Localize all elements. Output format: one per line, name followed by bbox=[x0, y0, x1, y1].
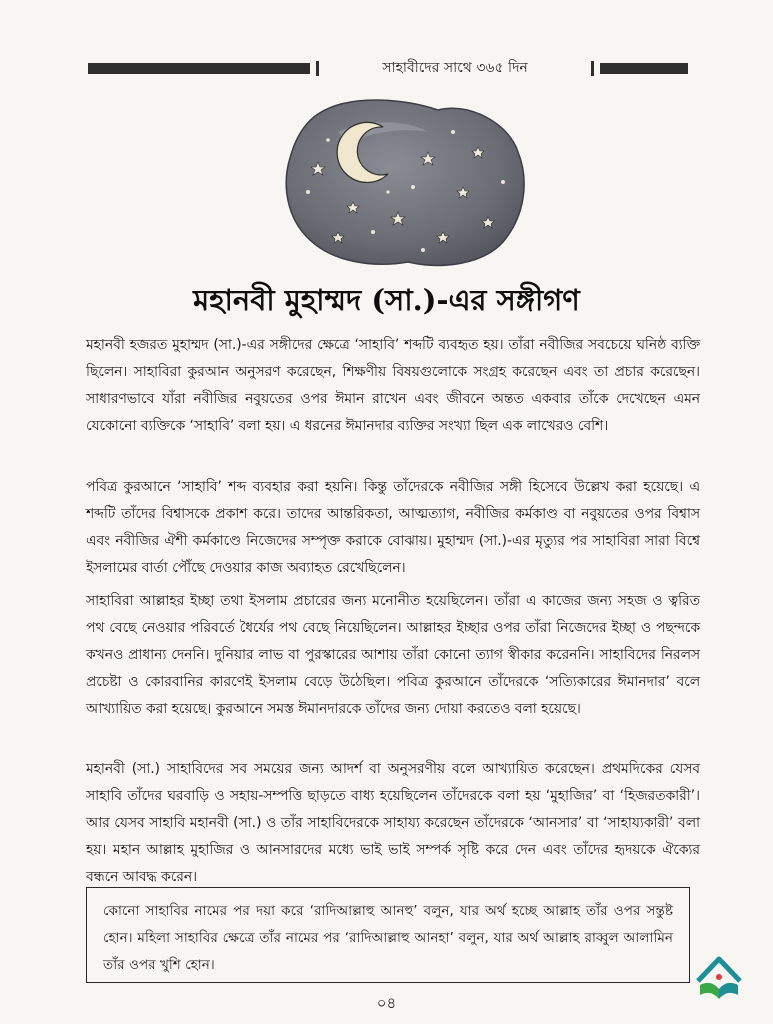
paragraph: মহানবী (সা.) সাহাবিদের সব সময়ের জন্য আদর্শ বা অনুসরণীয় বলে আখ্যায়িত করেছেন। প্রথমদিকের যেসব সাহাবি তাঁদের ঘরবাড়ি ও সহায়-সম্পত্তি ছাড়তে বাধ্য হয়েছিলেন তাঁদেরকে বলা হয় ‘মুহাজির’ বা ‘হিজরতকারী’। আর যেসব সাহাবি মহানবী (সা.) ও তাঁর সাহাবিদেরকে সাহায্য করেছেন তাঁদেরকে ‘আনসার’ বা ‘সাহায্যকারী’ বলা হয়। মহান আল্লাহ মুহাজির ও আনসারদের মধ্যে ভাই ভাই সম্পর্ক সৃষ্টি করে দেন এবং তাঁদের হৃদয়কে ঐক্যের বন্ধনে আবদ্ধ করেন। bbox=[86, 761, 700, 885]
crescent-moon-stars-icon bbox=[278, 92, 533, 272]
note-text: কোনো সাহাবির নামের পর দয়া করে ‘রাদিআল্লাহু আনহু’ বলুন, যার অর্থ হচ্ছে আল্লাহ তাঁর ওপর সন্তুষ্ট হোন। মহিলা সাহাবির ক্ষেত্রে তাঁর নামের পর ‘রাদিআল্লাহু আনহা’ বলুন, যার অর্থ আল্লাহ রাব্বুল আলামিন তাঁর ওপর খুশি হোন। bbox=[103, 903, 673, 973]
header-rule-right bbox=[600, 63, 688, 74]
sparkle bbox=[411, 185, 415, 189]
sparkle bbox=[451, 130, 455, 134]
sparkle bbox=[386, 190, 389, 193]
sparkle bbox=[326, 138, 330, 142]
page-number: ০৪ bbox=[376, 994, 397, 1012]
header-tick-left bbox=[316, 61, 319, 76]
sparkle bbox=[306, 190, 310, 194]
logo-dot bbox=[716, 974, 722, 980]
paragraph: সাহাবিরা আল্লাহর ইচ্ছা তথা ইসলাম প্রচারের জন্য মনোনীত হয়েছিলেন। তাঁরা এ কাজের জন্য সহজ ও ত্বরিত পথ বেছে নেওয়ার পরিবর্তে ধৈর্যের পথ বেছে নিয়েছিলেন। আল্লাহর ইচ্ছার ওপর তাঁরা নিজেদের ইচ্ছা ও পছন্দকে কখনও প্রাধান্য দেননি। দুনিয়ার লাভ বা পুরস্কারের আশায় তাঁরা কোনো ত্যাগ স্বীকার করেননি। সাহাবিদের নিরলস প্রচেষ্টা ও কোরবানির কারণেই ইসলাম বেড়ে উঠেছিল। পবিত্র কুরআনে তাঁদেরকে ‘সত্যিকারের ঈমানদার’ বলে আখ্যায়িত করা হয়েছে। কুরআনে সমস্ত ঈমানদারকে তাঁদের জন্য দোয়া করতেও বলা হয়েছে। bbox=[86, 593, 700, 717]
running-header bbox=[88, 58, 688, 78]
note-box bbox=[86, 887, 690, 983]
book-title: সাহাবীদের সাথে ৩৬৫ দিন bbox=[382, 60, 528, 76]
sparkle bbox=[421, 248, 425, 252]
header-tick-right bbox=[591, 61, 594, 76]
page-title: মহানবী মুহাম্মদ (সা.)-এর সঙ্গীগণ bbox=[193, 283, 580, 317]
header-rule-left bbox=[88, 63, 310, 74]
sparkle bbox=[371, 230, 375, 234]
paragraph: মহানবী হজরত মুহাম্মদ (সা.)-এর সঙ্গীদের ক্ষেত্রে ‘সাহাবি’ শব্দটি ব্যবহৃত হয়। তাঁরা নবীজির সবচেয়ে ঘনিষ্ঠ ব্যক্তি ছিলেন। সাহাবিরা কুরআন অনুসরণ করেছেন, শিক্ষণীয় বিষয়গুলোকে সংগ্রহ করেছেন এবং তা প্রচার করেছেন। সাধারণভাবে যাঁরা নবীজির নবুয়তের ওপর ঈমান রাখেন এবং জীবনে অন্তত একবার তাঁকে দেখেছেন এমন যেকোনো ব্যক্তিকে ‘সাহাবি’ বলা হয়। এ ধরনের ঈমানদার ব্যক্তির সংখ্যা ছিল এক লাখেরও বেশি। bbox=[86, 337, 700, 434]
paragraph: পবিত্র কুরআনে ‘সাহাবি’ শব্দ ব্যবহার করা হয়নি। কিন্তু তাঁদেরকে নবীজির সঙ্গী হিসেবে উল্লেখ করা হয়েছে। এ শব্দটি তাঁদের বিশ্বাসকে প্রকাশ করে। তাদের আন্তরিকতা, আত্মত্যাগ, নবীজির কর্মকাণ্ড বা নবুয়তের ওপর বিশ্বাস এবং নবীজির ঐশী কর্মকাণ্ডে নিজেদের সম্পৃক্ত করাকে বোঝায়। মুহাম্মদ (সা.)-এর মৃত্যুর পর সাহাবিরা সারা বিশ্বে ইসলামের বার্তা পৌঁছে দেওয়ার কাজ অব্যাহত রেখেছিলেন। bbox=[86, 479, 700, 576]
sparkle bbox=[501, 180, 505, 184]
